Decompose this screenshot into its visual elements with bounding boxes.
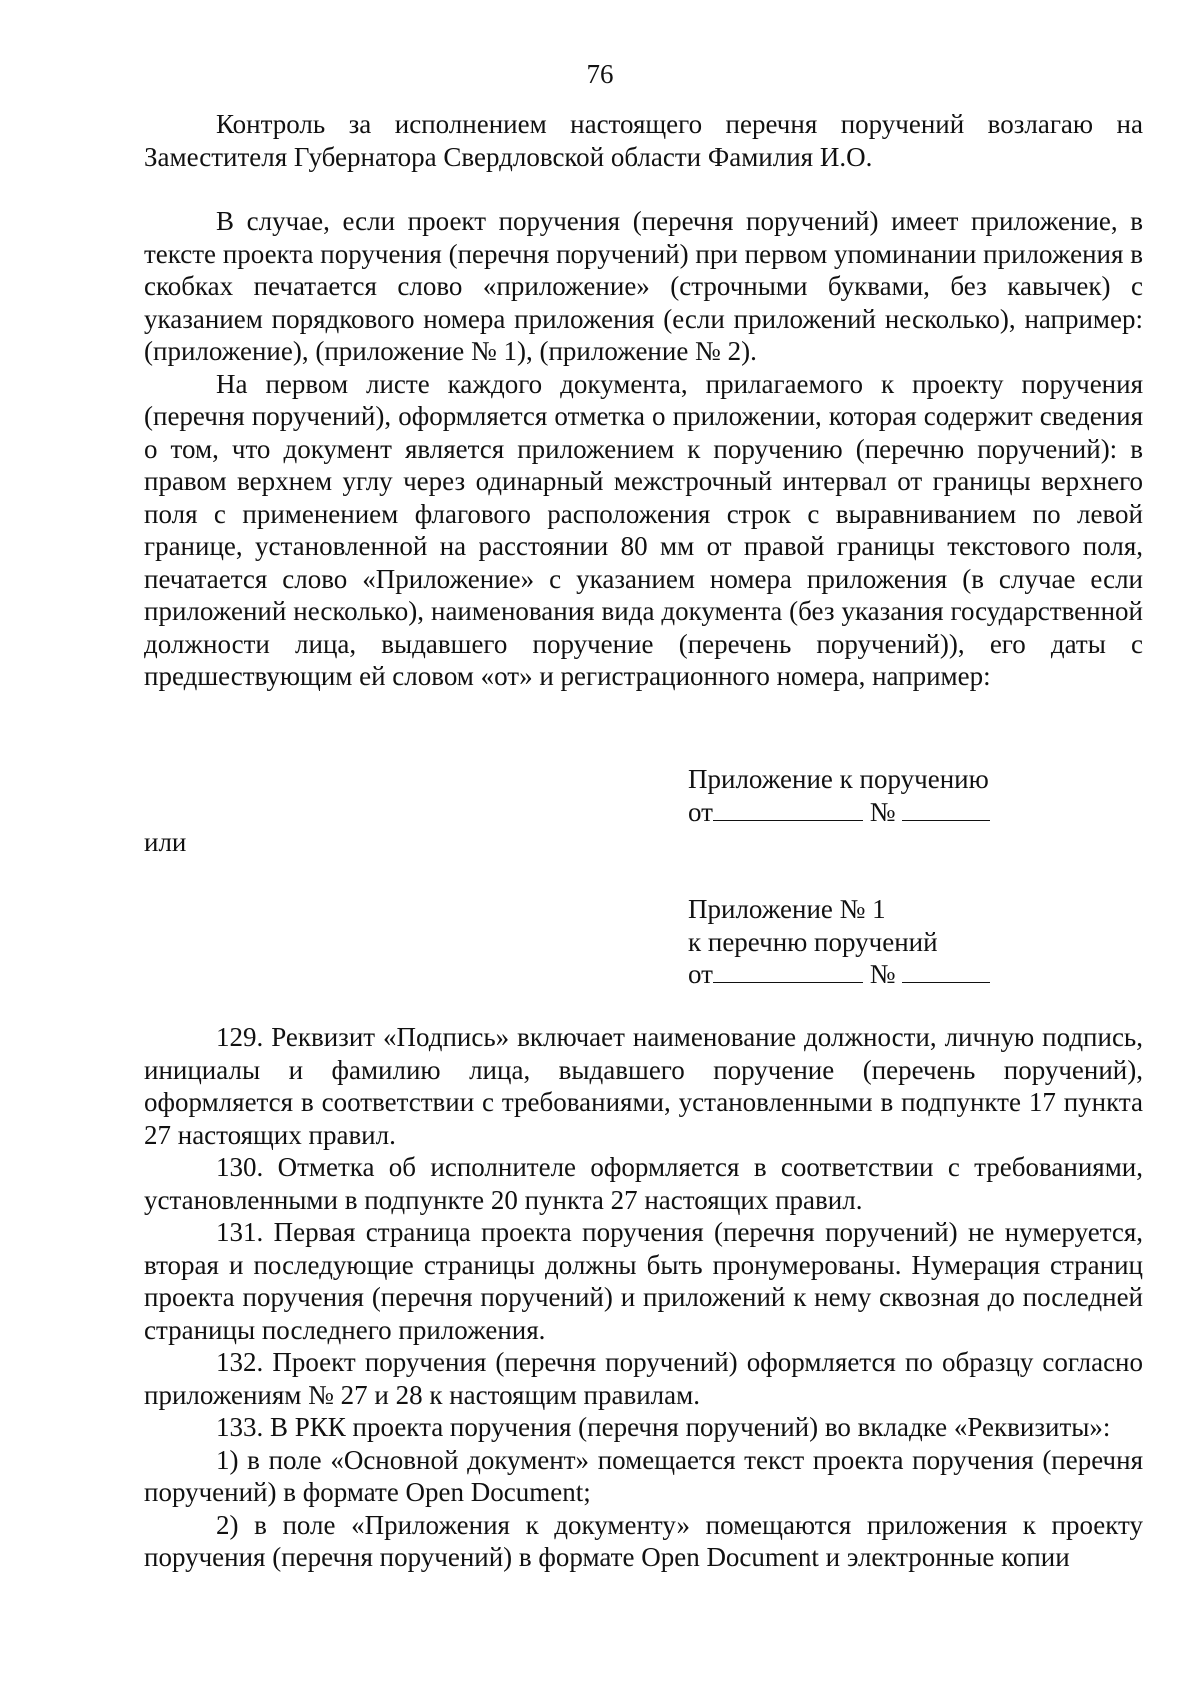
paragraph-129: 129. Реквизит «Подпись» включает наименование должности, личную подпись, инициалы и фамилию лица, выдавшего поручение (перечень поручений), оформляется в соответствии с требованиями, установленными в подпункте 17 пункта 27 настоящих правил. [144, 1022, 1143, 1150]
date-blank [713, 819, 863, 821]
numbered-text [144, 1021, 1143, 1574]
stamp-date-number-line [688, 796, 990, 829]
page-number: 76 [586, 59, 614, 89]
paragraph-appendix-mention: В случае, если проект поручения (перечня поручений) имеет приложение, в тексте проекта поручения (перечня поручений) при первом упоминании приложения в скобках печатается слово «приложение» (строчными буквами, без кавычек) с указанием порядкового номера приложения (если приложений несколько), например: (приложение), (приложение № 1), (приложение № 2). [144, 206, 1143, 366]
stamp-from-label: от [688, 959, 713, 989]
number-blank [902, 819, 990, 821]
stamp-number-sign: № [869, 796, 896, 827]
paragraph-133-item-1: 1) в поле «Основной документ» помещается текст проекта поручения (перечня поручений) в формате Open Document; [144, 1444, 1143, 1507]
stamp-from-label: от [688, 796, 713, 827]
paragraph-132: 132. Проект поручения (перечня поручений) оформляется по образцу согласно приложениям № 27 и 28 к настоящим правилам. [144, 1347, 1143, 1410]
paragraph-control: Контроль за исполнением настоящего перечня поручений возлагаю на Заместителя Губернатора Свердловской области Фамилия И.О. [144, 109, 1143, 172]
paragraph-appendix-mark: На первом листе каждого документа, прилагаемого к проекту поручения (перечня поручений), оформляется отметка о приложении, которая содержит сведения о том, что документ является приложением к поручению (перечню поручений): в правом верхнем углу через одинарный межстрочный интервал от границы верхнего поля с применением флагового расположения строк с выравниванием по левой границе, установленной на расстоянии 80 мм от правой границы текстового поля, печатается слово «Приложение» с указанием номера приложения (в случае если приложений несколько), наименования вида документа (без указания государственной должности лица, выдавшего поручение (перечень поручений)), его даты с предшествующим ей словом «от» и регистрационного номера, например: [144, 368, 1143, 691]
paragraph-133-item-2: 2) в поле «Приложения к документу» помещаются приложения к проекту поручения (перечня поручений) в формате Open Document и электронные копии [144, 1509, 1143, 1572]
stamp-title: Приложение к поручению [688, 764, 989, 794]
stamp-date-number-line [688, 958, 990, 991]
stamp-number-sign: № [869, 959, 896, 989]
stamp-title: Приложение № 1 [688, 894, 886, 924]
or-label: или [144, 827, 187, 857]
paragraph-131: 131. Первая страница проекта поручения (перечня поручений) не нумеруется, вторая и последующие страницы должны быть пронумерованы. Нумерация страниц проекта поручения (перечня поручений) и приложений к нему сквозная до последней страницы последнего приложения. [144, 1217, 1143, 1345]
date-blank [713, 981, 863, 983]
appendix-stamp-sample-2 [688, 893, 990, 991]
stamp-subtitle: к перечню поручений [688, 926, 938, 957]
intro-text [144, 108, 1143, 693]
number-blank [902, 981, 990, 983]
paragraph-130: 130. Отметка об исполнителе оформляется в соответствии с требованиями, установленными в подпункте 20 пункта 27 настоящих правил. [144, 1152, 1143, 1215]
appendix-stamp-sample-1 [688, 763, 990, 828]
paragraph-133: 133. В РКК проекта поручения (перечня поручений) во вкладке «Реквизиты»: [216, 1412, 1111, 1442]
